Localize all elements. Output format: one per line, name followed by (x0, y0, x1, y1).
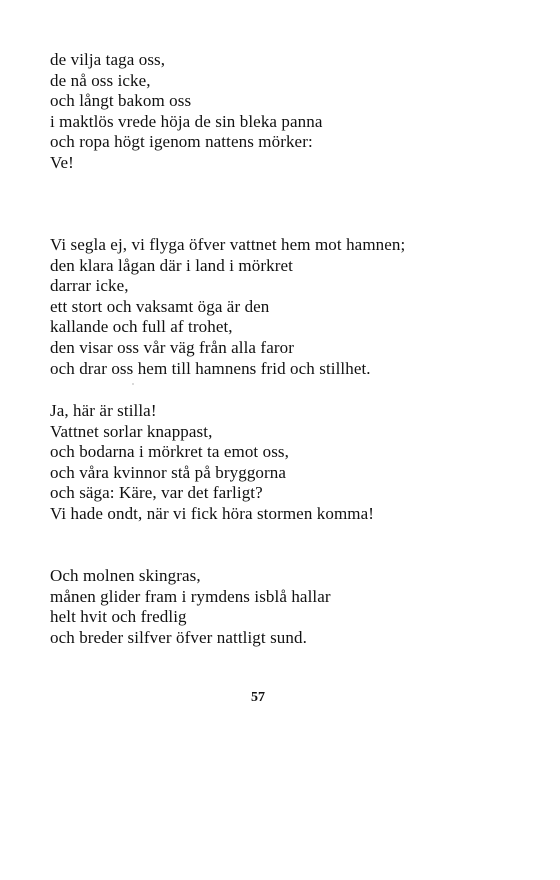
verse-line: darrar icke, (50, 276, 129, 296)
verse-line: Och molnen skingras, (50, 566, 201, 585)
verse-line: kallande och full af trohet, (50, 317, 233, 337)
verse-line: Ve! (50, 152, 74, 172)
page-number: 57 (251, 690, 265, 705)
verse-line: helt hvit och fredlig (50, 607, 187, 627)
stanza-2 (50, 235, 405, 379)
verse-line: och våra kvinnor stå på bryggorna (50, 462, 287, 482)
verse-line: månen glider fram i rymdens isblå hallar (50, 586, 331, 606)
verse-line: de nå oss icke, (50, 70, 151, 90)
verse-line: i maktlös vrede höja de sin bleka panna (50, 111, 323, 131)
verse-line: de vilja taga oss, (50, 50, 166, 69)
verse-line: och ropa högt igenom nattens mörker: (50, 132, 313, 152)
stanza-4 (50, 566, 331, 648)
verse-line: och breder silfver öfver nattligt sund. (50, 627, 307, 647)
stanza-1 (50, 50, 323, 174)
print-speck (132, 383, 134, 385)
verse-line: och drar oss hem till hamnens frid och stillhet. (50, 358, 371, 378)
verse-line: och långt bakom oss (50, 91, 192, 111)
verse-line: Vi hade ondt, när vi fick höra stormen komma! (50, 503, 375, 523)
verse-line: den visar oss vår väg från alla faror (50, 337, 294, 357)
verse-line: Vi segla ej, vi flyga öfver vattnet hem mot hamnen; (50, 235, 406, 254)
verse-line: Ja, här är stilla! (50, 401, 157, 420)
stanza-3 (50, 401, 374, 525)
verse-line: och bodarna i mörkret ta emot oss, (50, 442, 289, 462)
verse-line: ett stort och vaksamt öga är den (50, 296, 270, 316)
verse-line: den klara lågan där i land i mörkret (50, 255, 293, 275)
verse-line: och säga: Käre, var det farligt? (50, 483, 263, 503)
verse-line: Vattnet sorlar knappast, (50, 421, 213, 441)
